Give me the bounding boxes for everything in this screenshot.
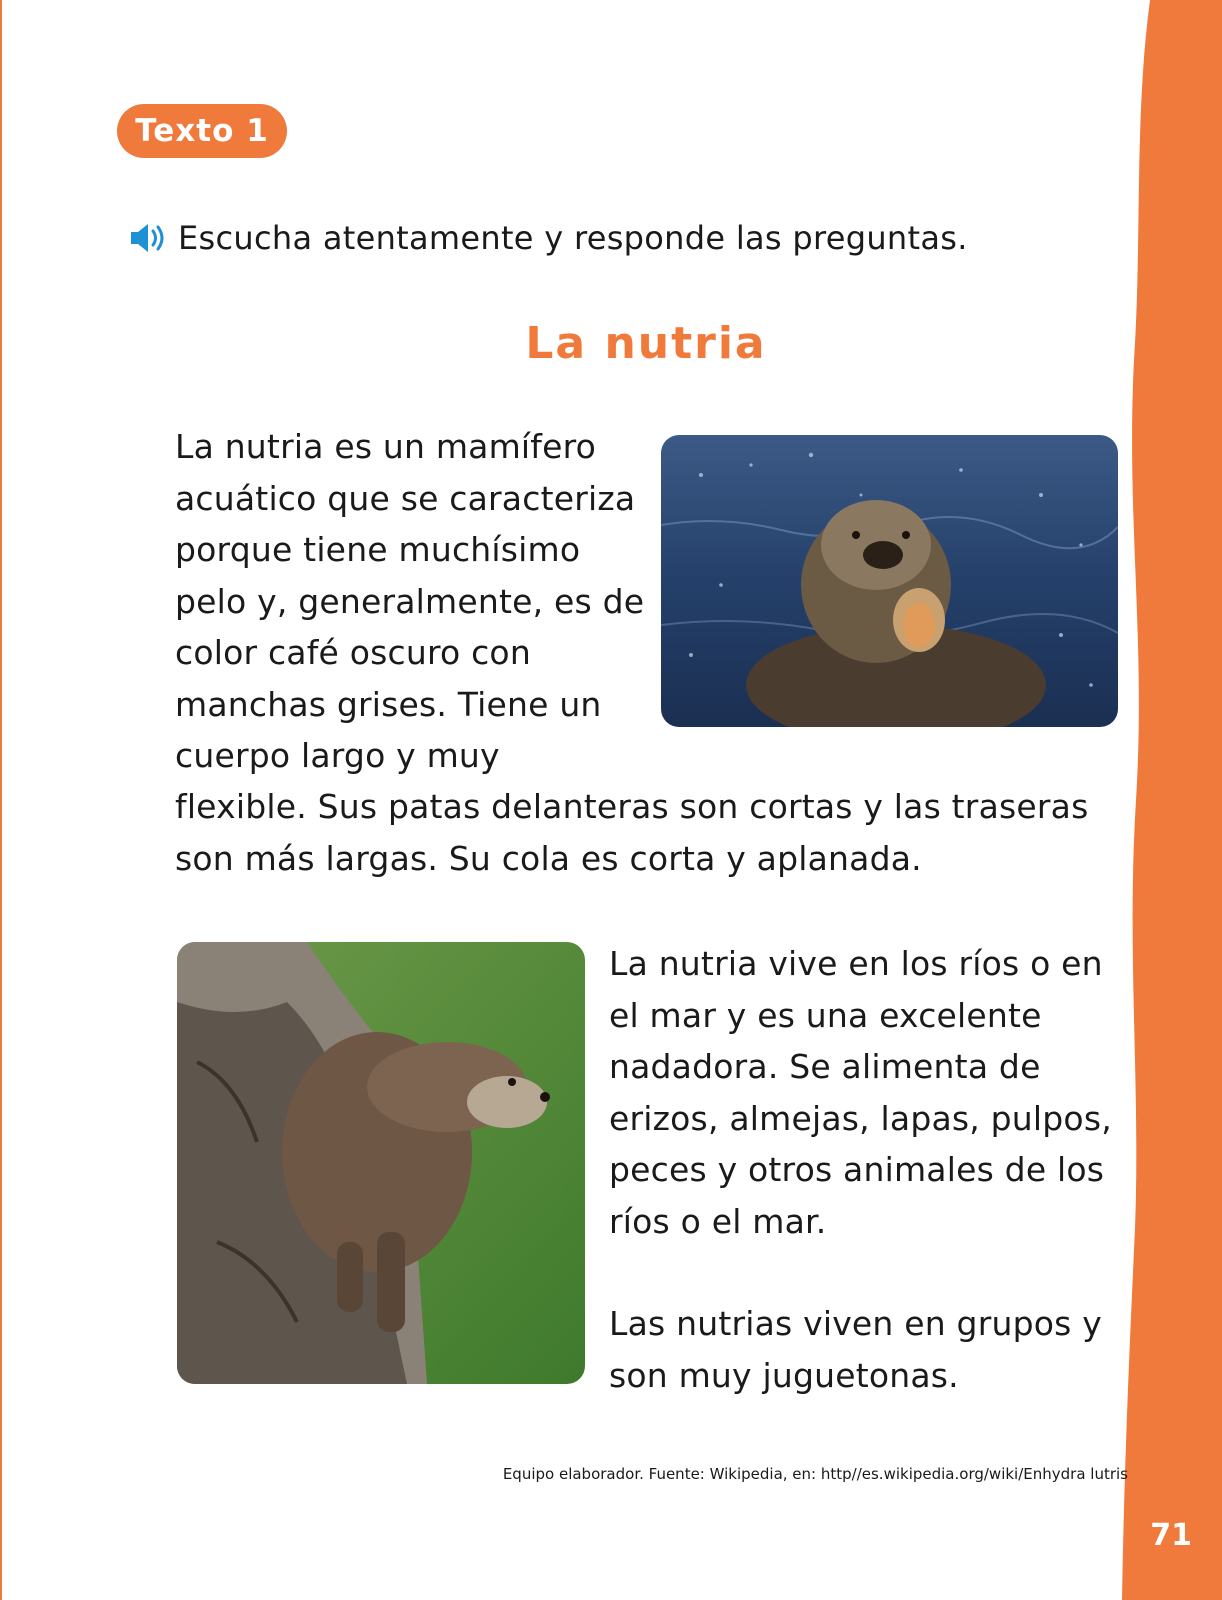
paragraph-1-start: La nutria es un mamífero acuático que se caracteriza porque tiene muchísimo pelo y, generalmente, es de color café oscuro con manchas grises. Tiene un cuerpo largo y muy [175,427,645,775]
left-border [0,0,2,1600]
page-title: La nutria [525,318,767,369]
paragraph-1-end: flexible. Sus patas delanteras son cortas y las traseras son más largas. Su cola es corta y aplanada. [175,787,1089,878]
text-number-badge [117,104,287,158]
instruction-text: Escucha atentamente y responde las preguntas. [178,219,968,257]
badge-label: Texto 1 [135,113,269,149]
source-citation: Equipo elaborador. Fuente: Wikipedia, en: http//es.wikipedia.org/wiki/Enhydra lutris [502,1465,1128,1483]
sea-otter-photo [661,435,1118,727]
page-number: 71 [1150,1518,1192,1553]
paragraph-2: La nutria vive en los ríos o en el mar y es una excelente nadadora. Se alimenta de erizos, almejas, lapas, pulpos, peces y otros animales de los ríos o el mar. [609,944,1112,1241]
river-otter-photo [177,942,585,1384]
instruction [128,213,968,263]
speaker-icon[interactable] [128,220,168,256]
paragraph-3: Las nutrias viven en grupos y son muy juguetonas. [609,1304,1102,1395]
page-edge-band [1112,0,1222,1600]
